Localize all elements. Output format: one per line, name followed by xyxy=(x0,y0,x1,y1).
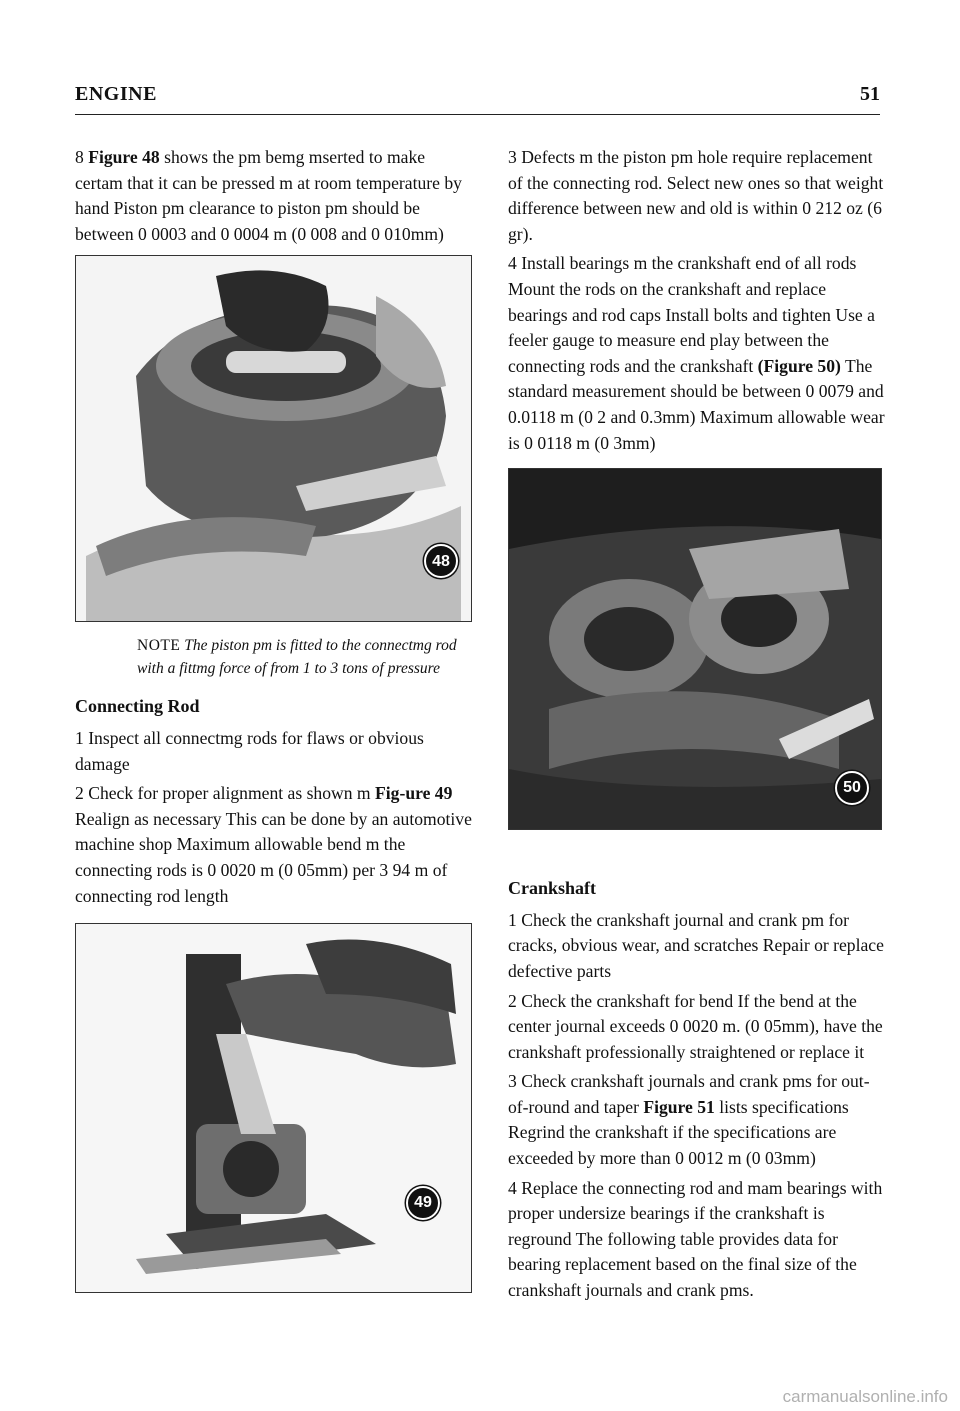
paragraph-text: Inspect all connectmg rods for flaws or obvious damage xyxy=(75,727,424,774)
crankshaft-item-2 xyxy=(508,989,886,1066)
figure-reference: Figure 48 xyxy=(88,147,160,167)
figure-49-photo xyxy=(75,923,472,1293)
step-number: 1 xyxy=(508,909,517,930)
header-rule xyxy=(75,114,880,115)
crankshaft-heading: Crankshaft xyxy=(508,878,597,899)
note-block xyxy=(137,634,475,680)
connecting-rod-item-3 xyxy=(508,145,886,247)
figure-50-badge: 50 xyxy=(835,771,869,805)
figure-reference: Figure 51 xyxy=(643,1096,715,1117)
paragraph-text: Check for proper alignment as shown m xyxy=(88,783,371,804)
paragraph-text: lists specifications Regrind the crankshaft if the specifications are exceeded by more than 0 0012 m (0 03mm) xyxy=(508,1096,849,1169)
section-title: ENGINE xyxy=(75,83,157,105)
crankshaft-end-play-illustration xyxy=(509,469,881,829)
step-number: 1 xyxy=(75,727,84,748)
page-number: 51 xyxy=(860,83,880,105)
step-number: 4 xyxy=(508,1177,517,1198)
figure-reference: Fig-ure 49 xyxy=(375,783,453,804)
watermark-link[interactable]: carmanualsonline.info xyxy=(782,1387,948,1406)
step-number: 3 xyxy=(508,1071,517,1092)
connecting-rod-item-4 xyxy=(508,251,886,456)
paragraph-text: Defects m the piston pm hole require replacement of the connecting rod. Select new ones so that weight difference between new and old is within 0 212 oz (6 gr). xyxy=(508,147,884,244)
crankshaft-item-3 xyxy=(508,1069,886,1171)
paragraph-text: The standard measurement should be between 0 0079 and 0.0118 m (0 2 and 0.3mm) Maximum allowable wear is 0 0118 m (0 3mm) xyxy=(508,355,885,453)
connecting-rod-item-1 xyxy=(75,726,475,777)
step-number: 3 xyxy=(508,147,517,167)
step-number: 2 xyxy=(75,783,84,804)
paragraph-text: Install bearings m the crankshaft end of all rods Mount the rods on the crankshaft and replace bearings and rod caps Install bolts and tighten Use a feeler gauge to measure end play between the connecting rods and the crankshaft xyxy=(508,253,875,376)
figure-reference: (Figure 50) xyxy=(757,355,841,376)
paragraph-text: Check crankshaft journals and crank pms for out-of-round and taper xyxy=(508,1071,870,1117)
step-number: 2 xyxy=(508,990,517,1011)
rod-alignment-illustration xyxy=(76,924,471,1292)
paragraph-text: shows the pm bemg mserted to make certam that it can be pressed m at room temperature by hand Piston pm clearance to piston pm should be between 0 0003 and 0 0004 m (0 008 and 0 010mm) xyxy=(75,147,462,244)
paragraph-text: Check the crankshaft for bend If the bend at the center journal exceeds 0 0020 m. (0 05mm), have the crankshaft professionally straightened or replace it xyxy=(508,990,883,1062)
crankshaft-item-1 xyxy=(508,908,886,985)
step-number: 8 xyxy=(75,147,84,167)
step-number: 4 xyxy=(508,253,517,274)
piston-pin-illustration xyxy=(76,256,471,621)
figure-49-badge: 49 xyxy=(406,1186,440,1220)
right-column xyxy=(508,145,886,1308)
left-column xyxy=(75,145,475,1293)
step-8-paragraph xyxy=(75,145,475,247)
figure-50-photo xyxy=(508,468,882,830)
paragraph-text: Check the crankshaft journal and crank pm for cracks, obvious wear, and scratches Repair or replace defective parts xyxy=(508,909,884,981)
note-label: NOTE xyxy=(137,637,181,655)
connecting-rod-item-2 xyxy=(75,781,475,909)
connecting-rod-heading: Connecting Rod xyxy=(75,696,200,717)
paragraph-text: Realign as necessary This can be done by an automotive machine shop Maximum allowable bend m the connecting rods is 0 0020 m (0 05mm) per 3 94 m of connecting rod length xyxy=(75,808,472,906)
crankshaft-item-4 xyxy=(508,1176,886,1304)
figure-48-badge: 48 xyxy=(424,544,458,578)
paragraph-text: Replace the connecting rod and mam bearings with proper undersize bearings if the crankshaft is reground The following table provides data for bearing replacement based on the final size of the crankshaft journals and crank pms. xyxy=(508,1177,883,1301)
figure-48-photo xyxy=(75,255,472,622)
note-text: The piston pm is fitted to the connectmg rod with a fittmg force of from 1 to 3 tons of pressure xyxy=(137,637,457,678)
